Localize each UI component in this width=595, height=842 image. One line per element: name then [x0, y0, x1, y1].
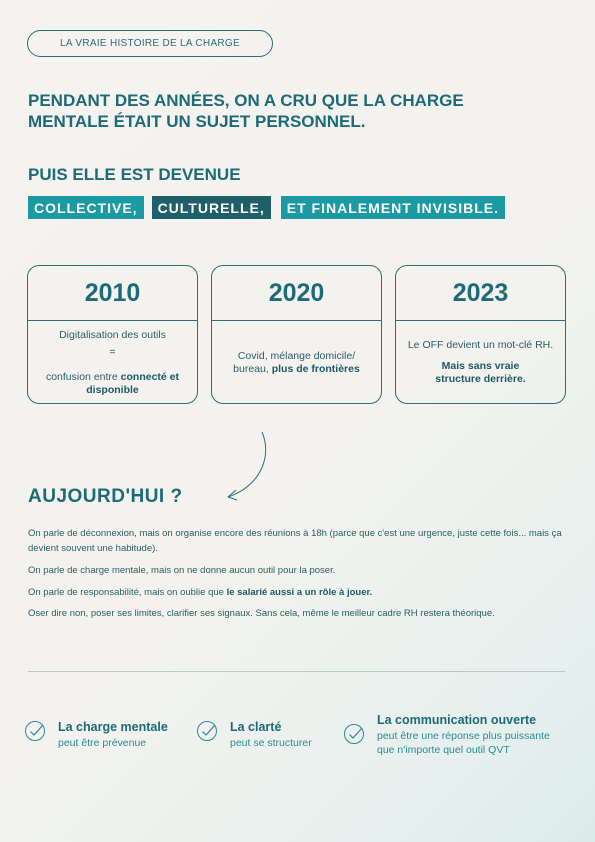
benefit-title: La charge mentale [58, 720, 168, 734]
tag-culturelle: CULTURELLE, [152, 196, 271, 219]
card-body [28, 321, 197, 404]
benefit-subtitle: peut être une réponse plus puissante que n'importe quel outil QVT [377, 730, 550, 756]
timeline-card-2010 [27, 265, 198, 404]
card-text: Covid, mélange domicile/ bureau, plus de frontières [233, 349, 360, 375]
subheadline: PUIS ELLE EST DEVENUE [28, 165, 241, 184]
card-year: 2020 [212, 266, 381, 321]
today-paragraph-1: On parle de déconnexion, mais on organise encore des réunions à 18h (parce que c'est une urgence, juste cette fois... mais ça devient souvent une habitude). [28, 528, 562, 554]
check-circle-icon [196, 720, 218, 742]
section-badge: LA VRAIE HISTOIRE DE LA CHARGE [27, 30, 273, 57]
divider [28, 671, 565, 672]
card-equals: = [109, 345, 116, 358]
headline: PENDANT DES ANNÉES, ON A CRU QUE LA CHARGE MENTALE ÉTAIT UN SUJET PERSONNEL. [28, 91, 464, 131]
card-year: 2023 [396, 266, 565, 321]
benefit-item [24, 720, 168, 750]
card-text: Digitalisation des outils [59, 328, 166, 341]
today-title: AUJOURD'HUI ? [28, 486, 183, 507]
card-body [396, 321, 565, 404]
benefit-item [196, 720, 312, 750]
benefit-subtitle: peut se structurer [230, 737, 312, 749]
card-text: confusion entre connecté et disponible [45, 370, 180, 396]
tag-collective: COLLECTIVE, [28, 196, 144, 219]
today-paragraph-4: Oser dire non, poser ses limites, clarifier ses signaux. Sans cela, même le meilleur cadre RH restera théorique. [28, 608, 495, 619]
today-paragraph-2: On parle de charge mentale, mais on ne donne aucun outil pour la poser. [28, 565, 336, 576]
timeline-card-2023 [395, 265, 566, 404]
timeline-card-2020 [211, 265, 382, 404]
check-circle-icon [24, 720, 46, 742]
check-circle-icon [343, 723, 365, 745]
tag-invisible: ET FINALEMENT INVISIBLE. [281, 196, 505, 219]
benefit-subtitle: peut être prévenue [58, 737, 147, 749]
today-paragraph-3: On parle de responsabilité, mais on oublie que le salarié aussi a un rôle à jouer. [28, 587, 373, 598]
tag-row [28, 196, 505, 219]
curved-arrow-icon [222, 430, 272, 502]
benefit-title: La clarté [230, 720, 282, 734]
benefit-title: La communication ouverte [377, 713, 537, 727]
card-year: 2010 [28, 266, 197, 321]
card-text-bold: Mais sans vraie structure derrière. [435, 360, 526, 385]
card-body [212, 321, 381, 404]
benefit-item [343, 713, 562, 757]
card-text: Le OFF devient un mot-clé RH. [407, 339, 554, 351]
